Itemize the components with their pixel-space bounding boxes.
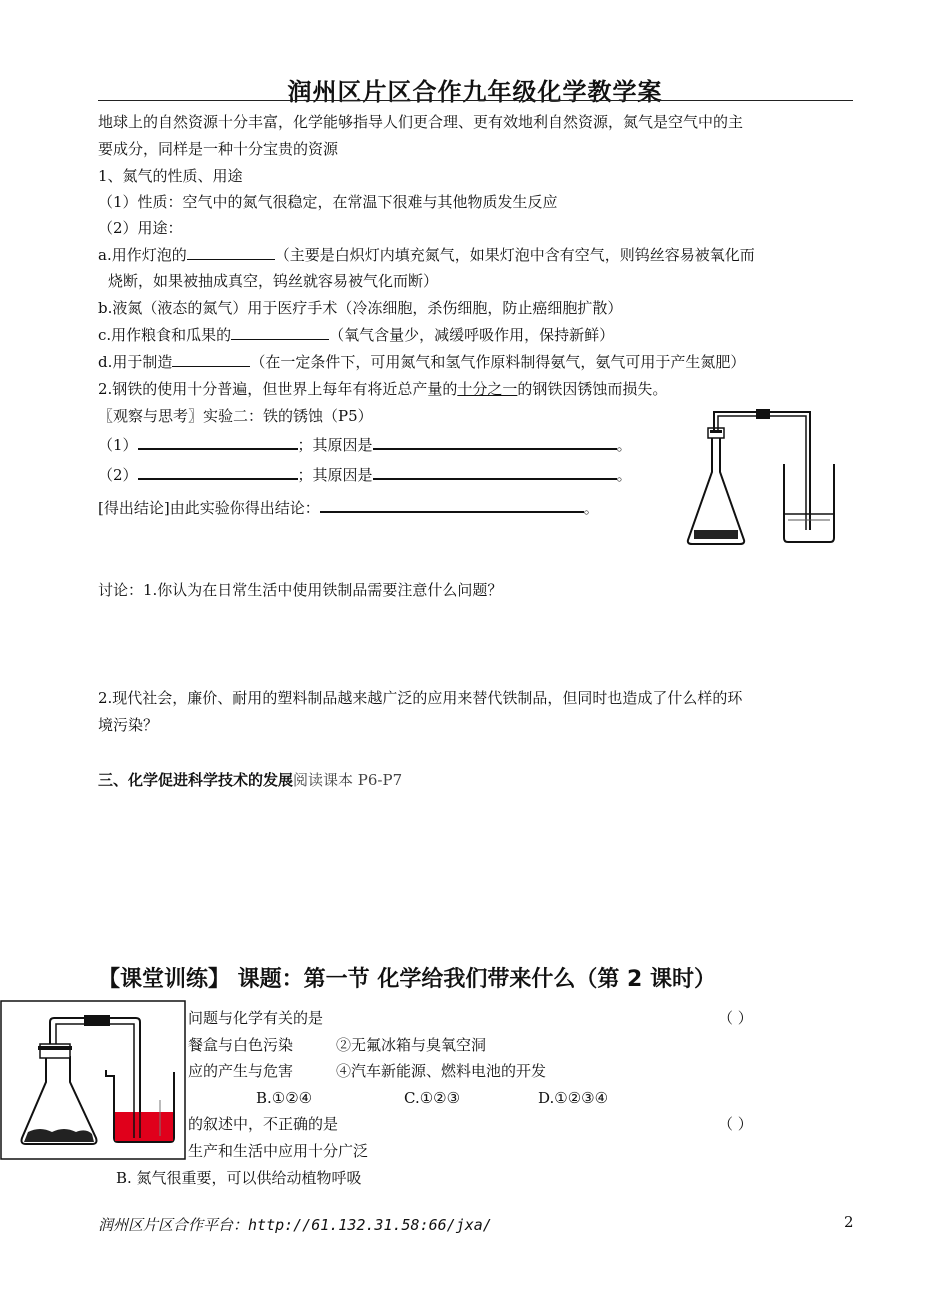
q2-option-a: 生产和生活中应用十分广泛 [188,1142,369,1160]
observation-1-reason-label: ；其原因是 [297,436,373,454]
conclusion-label: [得出结论]由此实验你得出结论： [98,499,320,517]
rusting-apparatus-figure [680,402,840,554]
q1-option-4: ④汽车新能源、燃料电池的开发 [336,1062,547,1080]
use-c-blank[interactable] [231,325,329,340]
use-a [98,245,755,265]
q1-stem: 问题与化学有关的是 [188,1009,324,1027]
observation-2-blank[interactable] [138,464,298,480]
observation-1-blank[interactable] [138,434,298,450]
use-c-prefix: c.用作粮食和瓜果的 [98,326,232,344]
q2-stem: 的叙述中，不正确的是 [188,1115,339,1133]
use-d-blank[interactable] [172,352,250,367]
use-c [98,325,614,345]
observation-2-period: 。 [616,466,632,484]
use-a-suffix: （主要是白炽灯内填充氮气，如果灯泡中含有空气，则钨丝容易被氧化而 [274,246,755,264]
stopper-band [710,430,722,433]
flask-outline [688,434,744,544]
discussion-2-line-1: 2.现代社会，廉价、耐用的塑料制品越来越广泛的应用来替代铁制品，但同时也造成了什么样的环 [98,689,743,707]
q1-choice-d[interactable]: D.①②③④ [538,1089,609,1107]
section1-heading: 1、氮气的性质、用途 [98,167,243,185]
conclusion-blank[interactable] [320,497,584,513]
use-a-prefix: a.用作灯泡的 [98,246,187,264]
intro-line-1: 地球上的自然资源十分丰富，化学能够指导人们更合理、更有效地利自然资源，氮气是空气中的主 [98,113,744,131]
q1-answer-paren: （ ） [718,1009,753,1027]
section3-reading: 阅读课本 P6-P7 [293,771,403,789]
observation-1-period: 。 [616,436,632,454]
observation-2-reason-blank[interactable] [373,464,617,480]
observation-2-reason-label: ；其原因是 [297,466,373,484]
steel-rust-prefix: 2.钢铁的使用十分普遍，但世界上每年有将近总产量的 [98,380,458,398]
steel-rust-fraction: 十分之一 [457,380,518,398]
use-b: b.液氮（液态的氮气）用于医疗手术（冷冻细胞，杀伤细胞，防止癌细胞扩散） [98,299,623,317]
observation-1-reason-blank[interactable] [373,434,617,450]
q2-option-b: B. 氮气很重要，可以供给动植物呼吸 [116,1169,362,1187]
q2-answer-paren: （ ） [718,1115,753,1133]
use-d [98,352,745,372]
use-a-line-2: 烧断，如果被抽成真空，钨丝就容易被气化而断） [108,272,439,290]
footer-platform: 润州区片区合作平台：http://61.132.31.58:66/jxa/ [98,1216,492,1234]
observation-2 [98,464,632,485]
observation-1-label: （1） [98,436,138,454]
q1-choice-b[interactable]: B.①②④ [256,1089,313,1107]
conclusion-period: 。 [583,499,599,517]
q1-choice-c[interactable]: C.①②③ [404,1089,461,1107]
iron-filings-2 [24,1129,94,1142]
discussion-1: 讨论：1.你认为在日常生活中使用铁制品需要注意什么问题？ [98,581,503,599]
observation-1 [98,434,632,455]
page-title: 润州区片区合作九年级化学教学案 [287,78,663,106]
nitrogen-property: （1）性质：空气中的氮气很稳定，在常温下很难与其他物质发生反应 [98,193,558,211]
header-rule [98,100,853,101]
use-c-suffix: （氧气含量少，减缓呼吸作用，保持新鲜） [329,326,615,344]
use-d-suffix: （在一定条件下，可用氮气和氢气作原料制得氨气，氨气可用于产生氮肥） [250,353,746,371]
delivery-tube-inner [718,416,806,530]
beaker-2-red-liquid [115,1112,173,1141]
conclusion [98,497,599,518]
uses-heading: （2）用途： [98,219,183,237]
observation-2-label: （2） [98,466,138,484]
page-number: 2 [844,1213,854,1231]
section3-heading [98,770,402,790]
steel-rust-suffix: 的钢铁因锈蚀而损失。 [517,380,668,398]
steel-rust-line [98,379,667,399]
iron-filings [694,530,738,539]
rusting-apparatus-figure-2 [0,1000,186,1160]
flask-2-stopper-band [38,1046,72,1050]
q1-option-1: 餐盒与白色污染 [188,1036,294,1054]
tube-2-clamp [84,1015,110,1026]
use-a-blank[interactable] [187,245,275,260]
use-d-prefix: d.用于制造 [98,353,173,371]
observe-heading: 〖观察与思考〗实验二：铁的锈蚀（P5） [98,407,373,425]
section3-heading-bold: 三、化学促进科学技术的发展 [98,771,294,789]
q1-option-3: 应的产生与危害 [188,1062,294,1080]
delivery-tube-outer [714,412,810,530]
intro-line-2: 要成分，同样是一种十分宝贵的资源 [98,140,339,158]
discussion-2-line-2: 境污染？ [98,716,159,734]
q1-option-2: ②无氟冰箱与臭氧空洞 [336,1036,487,1054]
practice-heading: 【课堂训练】 课题：第一节 化学给我们带来什么（第 2 课时） [98,967,716,992]
tube-clamp [756,409,770,419]
